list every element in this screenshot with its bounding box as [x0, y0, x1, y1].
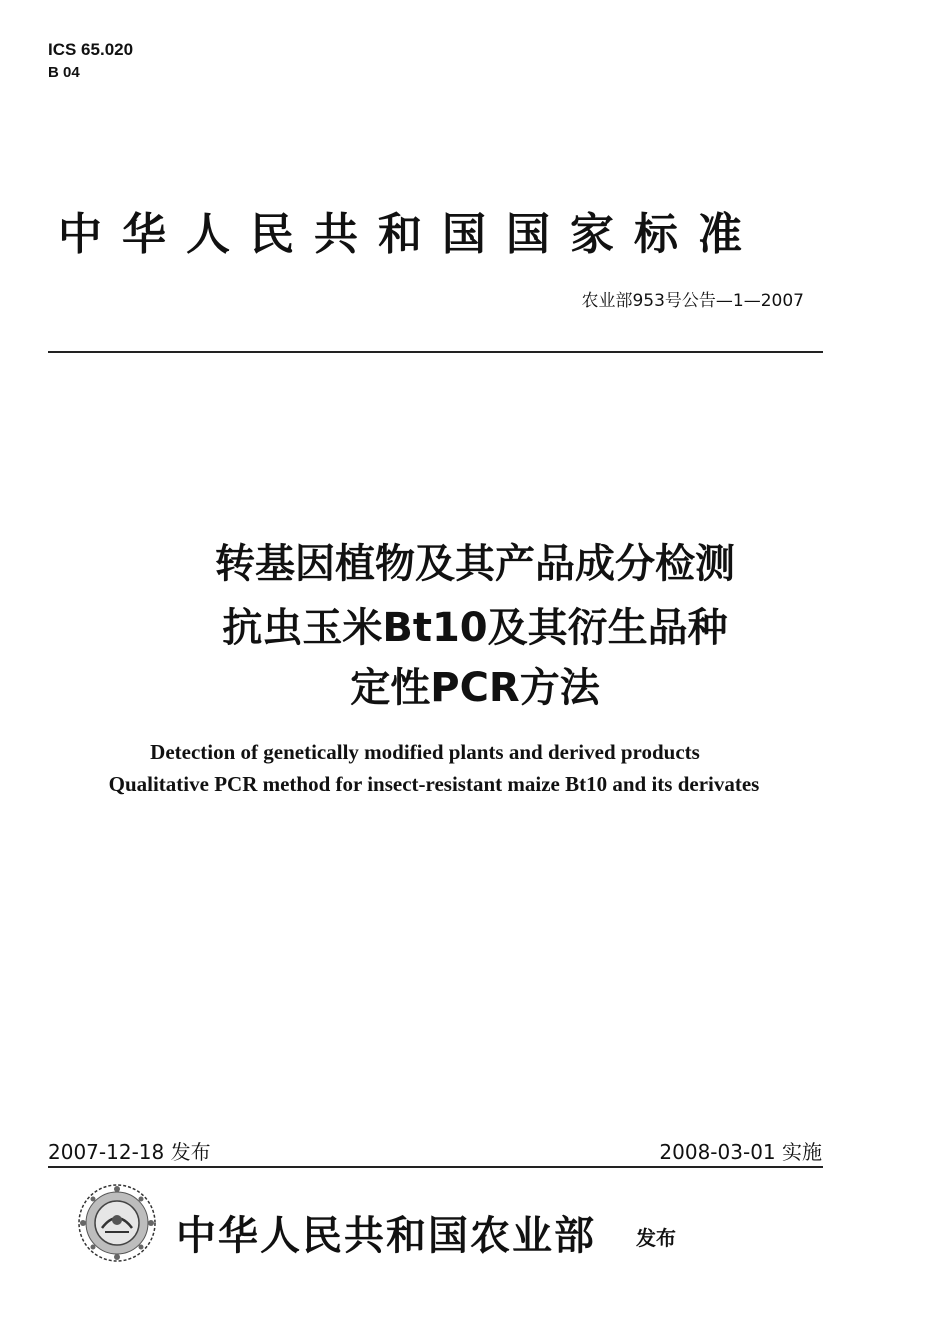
implementation-date: 2008-03-01 实施	[659, 1140, 822, 1164]
classification-code: B 04	[48, 64, 80, 81]
national-emblem-icon	[72, 1180, 162, 1266]
top-divider	[48, 351, 823, 353]
issue-date: 2007-12-18 发布	[48, 1140, 211, 1164]
chinese-title-line-2: 抗虫玉米Bt10及其衍生品种	[222, 605, 728, 651]
publish-label: 发布	[636, 1226, 676, 1250]
publisher-name: 中华人民共和国农业部	[176, 1212, 596, 1259]
english-title-line-1: Detection of genetically modified plants and derived products	[150, 740, 700, 764]
national-standard-heading: 中华人民共和国国家标准	[58, 209, 762, 260]
chinese-title-line-1: 转基因植物及其产品成分检测	[215, 541, 735, 587]
standard-number: 农业部953号公告—1—2007	[581, 291, 804, 311]
chinese-title-line-3: 定性PCR方法	[350, 665, 600, 711]
ics-code: ICS 65.020	[48, 40, 134, 59]
english-title-line-2: Qualitative PCR method for insect-resistant maize Bt10 and its derivates	[108, 772, 760, 796]
bottom-divider	[48, 1166, 823, 1168]
